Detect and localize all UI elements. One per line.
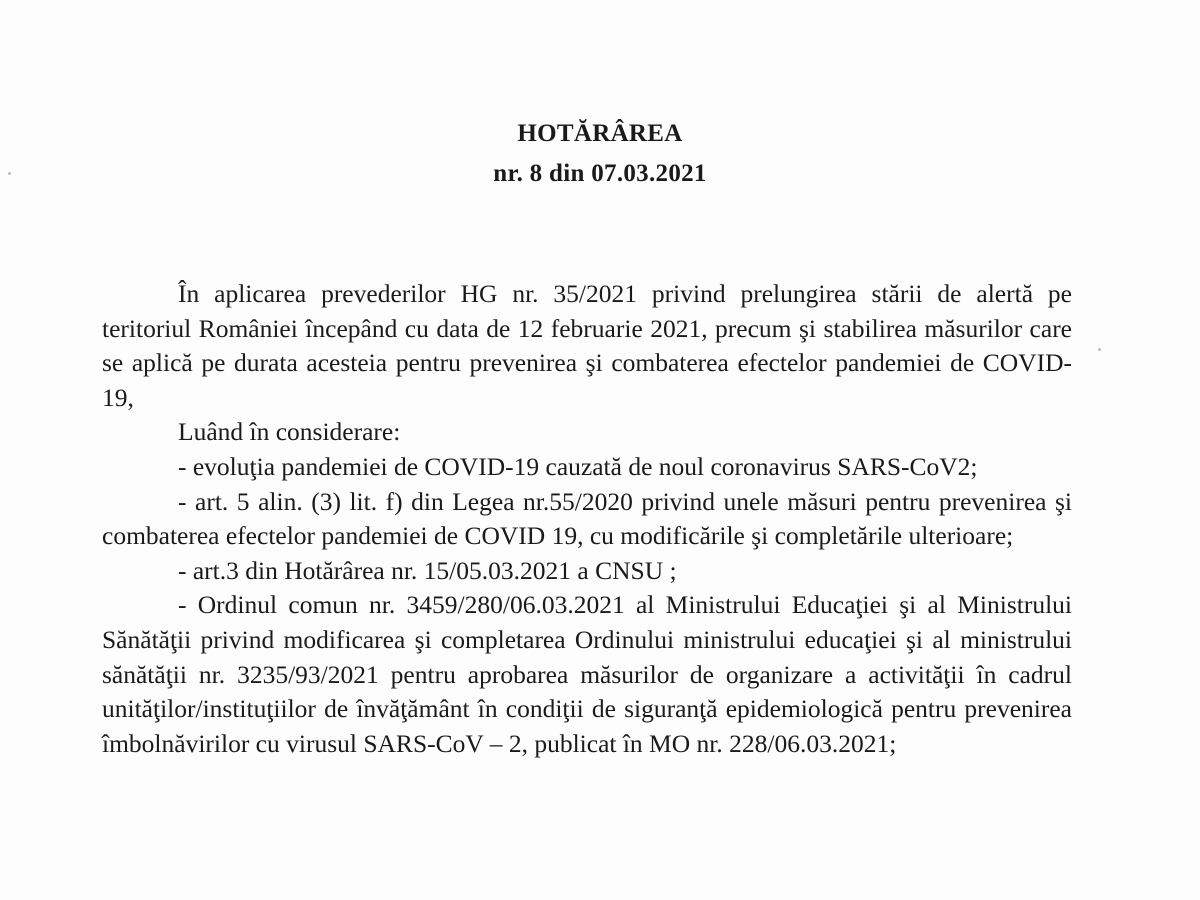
paragraph-item-order: - Ordinul comun nr. 3459/280/06.03.2021 al Ministrului Educaţiei şi al Ministrului Sănătăţii privind modificarea şi completarea Ordinului ministrului educaţiei şi al ministrului sănătăţii nr. 3235/93/2021 pentru aprobarea măsurilor de organizare a activităţii în cadrul unităţilor/instituţiilor de învăţământ în condiţii de siguranţă epidemiologică pentru prevenirea îmbolnăvirilor cu virusul SARS-CoV – 2, publicat în MO nr. 228/06.03.2021; (102, 590, 1072, 758)
scan-speck (1098, 348, 1101, 351)
document-title: HOTĂRÂREA (517, 120, 683, 147)
document-body (102, 277, 1072, 761)
paragraph-preamble: În aplicarea prevederilor HG nr. 35/2021 privind prelungirea stării de alertă pe teritoriul României începând cu data de 12 februarie 2021, precum şi stabilirea măsurilor care se aplică pe durata acesteia pentru prevenirea şi combaterea efectelor pandemiei de COVID-19, (102, 279, 1072, 412)
document-subtitle: nr. 8 din 07.03.2021 (493, 160, 707, 187)
scan-speck (8, 172, 11, 175)
paragraph-item-law: - art. 5 alin. (3) lit. f) din Legea nr.55/2020 privind unele măsuri pentru prevenirea şi combaterea efectelor pandemiei de COVID 19, cu modificările şi completările ulterioare; (102, 486, 1072, 551)
paragraph-item-evolution: - evoluţia pandemiei de COVID-19 cauzată de noul coronavirus SARS-CoV2; (178, 451, 978, 481)
paragraph-item-cnsu: - art.3 din Hotărârea nr. 15/05.03.2021 a CNSU ; (178, 555, 677, 585)
paragraph-considering: Luând în considerare: (178, 417, 401, 447)
